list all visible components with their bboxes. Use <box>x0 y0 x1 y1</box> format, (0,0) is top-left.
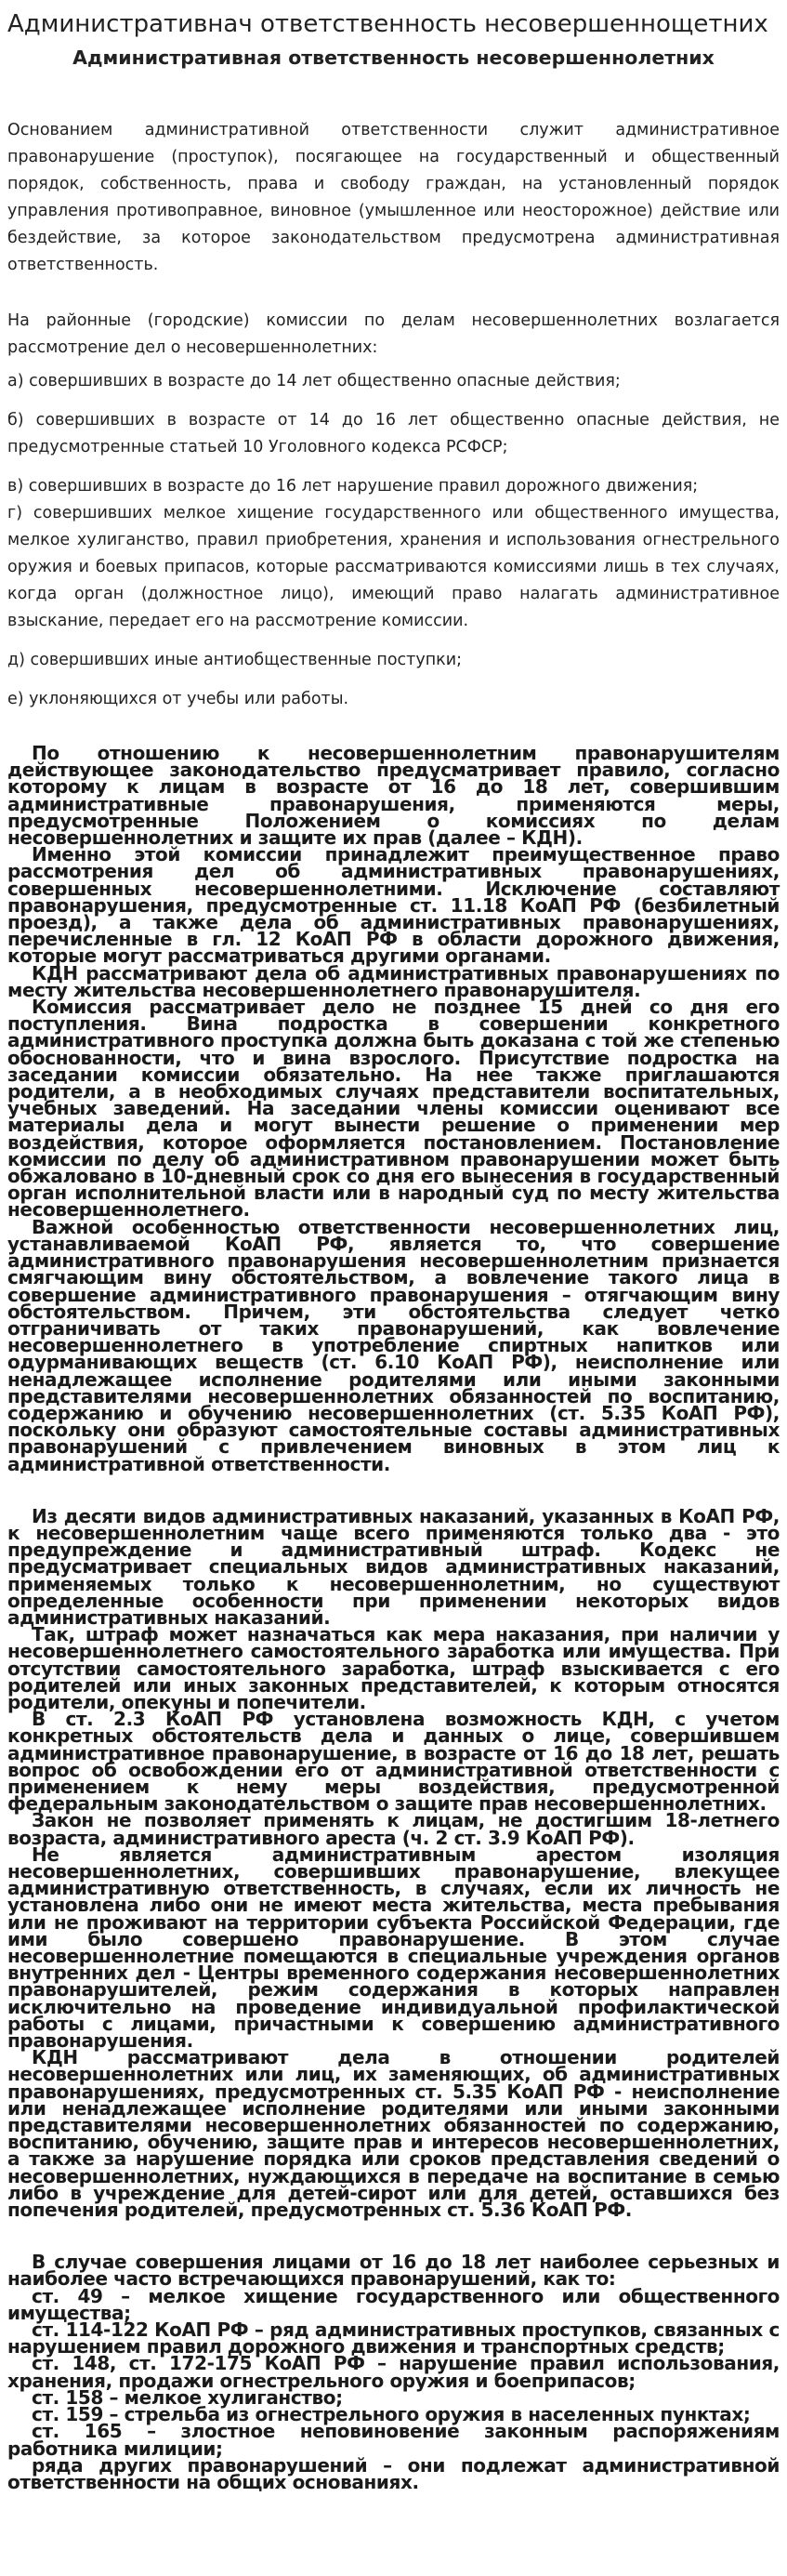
section-paragraph: Важной особенностью ответственности несовершеннолетних лиц, устанавливаемой КоАП РФ, является то, что совершение административного правонарушения несовершеннолетним признается смягчающим вину обстоятельством, а вовлечение такого лица в совершение административного правонарушения – отягчающим вину обстоятельством. Причем, эти обстоятельства следует четко отграничивать от таких правонарушений, как вовлечение несовершеннолетнего в употребление спиртных напитков или одурманивающих веществ (ст. 6.10 КоАП РФ), неисполнение или ненадлежащее исполнение родителями или иными законными представителями несовершеннолетних обязанностей по воспитанию, содержанию и обучению несовершеннолетних (ст. 5.35 КоАП РФ), поскольку они образуют самостоятельные составы административных правонарушений с привлечением виновных в этом лиц к административной ответственности. <box>7 1215 780 1475</box>
section-paragraph: Из десяти видов административных наказаний, указанных в КоАП РФ, к несовершеннолетним чаще всего применяются только два - это предупреждение и административный штраф. Кодекс не предусматривает специальных видов административных наказаний, применяемых только к несовершеннолетним, но существуют определенные особенности при применении некоторых видов административных наказаний. <box>7 1504 780 1629</box>
list-item: в) совершивших в возрасте до 16 лет нарушение правил дорожного движения; <box>7 477 699 495</box>
offense-item: ст. 114-122 КоАП РФ – ряд административных проступков, связанных с нарушением правил дорожного движения и транспортных средств; <box>7 2318 780 2358</box>
section-penalties <box>7 1504 780 2222</box>
offense-item: ст. 49 – мелкое хищение государственного или общественного имущества; <box>7 2284 780 2324</box>
section-paragraph: Комиссия рассматривает дело не позднее 15 дней со дня его поступления. Вина подростка в совершении конкретного административного проступка должна быть доказана с той же степенью обоснованности, что и вина взрослого. Присутствие подростка на заседании комиссии обязательно. На нее также приглашаются родители, а в необходимых случаях представители воспитательных, учебных заведений. На заседании члены комиссии оценивают все материалы дела и могут вынести решение о применении мер воздействия, которое оформляется постановлением. Постановление комиссии по делу об административном правонарушении может быть обжаловано в 10-дневный срок со дня его вынесения в государственный орган исполнительной власти или в народный суд по месту жительства несовершеннолетнего. <box>7 996 780 1222</box>
offense-item: ст. 165 – злостное неповиновение законным распоряжениям работника милиции; <box>7 2420 780 2460</box>
page-title: Административнач ответственность несовершеннощетних <box>7 10 768 38</box>
list-item: б) совершивших в возрасте от 14 до 16 лет общественно опасные действия, не предусмотренные статьей 10 Уголовного кодекса РСФСР; <box>7 411 780 456</box>
offense-item: ст. 148, ст. 172-175 КоАП РФ – нарушение правил использования, хранения, продажи огнестрельного оружия и боеприпасов; <box>7 2352 780 2392</box>
offense-item: ст. 158 – мелкое хулиганство; <box>32 2385 343 2409</box>
offense-item: ст. 159 – стрельба из огнестрельного оружия в населенных пунктах; <box>32 2403 751 2426</box>
list-item: а) совершивших в возрасте до 14 лет общественно опасные действия; <box>7 372 621 390</box>
list-item: г) совершивших мелкое хищение государственного или общественного имущества, мелкое хулиганство, правил приобретения, хранения и использования огнестрельного оружия и боевых припасов, которые рассматриваются комиссиями лишь в тех случаях, когда орган (должностное лицо), имеющий право налагать административное взыскание, передает его на рассмотрение комиссии. <box>7 504 780 630</box>
section-paragraph: КДН рассматривают дела об административных правонарушениях по месту жительства несовершеннолетнего правонарушителя. <box>7 961 780 1001</box>
section-minors-procedure <box>7 742 780 1475</box>
section-paragraph: В ст. 2.3 КоАП РФ установлена возможность КДН, с учетом конкретных обстоятельств дела и данных о лице, совершившем административное правонарушение, в возрасте от 16 до 18 лет, решать вопрос об освобождении его от административной ответственности с применением к нему меры воздействия, предусмотренной федеральным законодательством о защите прав несовершеннолетних. <box>7 1708 780 1816</box>
section-paragraph: По отношению к несовершеннолетним правонарушителям действующее законодательство предусматривает правило, согласно которому к лицам в возрасте от 16 до 18 лет, совершившим административные правонарушения, применяются меры, предусмотренные Положением о комиссиях по делам несовершеннолетних и защите их прав (далее – КДН). <box>7 742 780 850</box>
section-paragraph: Так, штраф может назначаться как мера наказания, при наличии у несовершеннолетнего самостоятельного заработка или имущества. При отсутствии самостоятельного заработка, штраф взыскивается с его родителей или иных законных представителей, к которым относятся родители, опекуны и попечители. <box>7 1623 780 1713</box>
section-paragraph: Именно этой комиссии принадлежит преимущественное право рассмотрения дел об административных правонарушениях, совершенных несовершеннолетними. Исключение составляют правонарушения, предусмотренные ст. 11.18 КоАП РФ (безбилетный проезд), а также дела об административных правонарушениях, перечисленные в гл. 12 КоАП РФ в области дорожного движения, которые могут рассматриваться другими органами. <box>7 843 780 968</box>
section-paragraph: Закон не позволяет применять к лицам, не достигшим 18-летнего возраста, административного ареста (ч. 2 ст. 3.9 КоАП РФ). <box>7 1809 780 1849</box>
intro-paragraph: На районные (городские) комиссии по делам несовершеннолетних возлагается рассмотрение дел о несовершеннолетних: <box>7 311 780 357</box>
section-serious-offenses <box>7 2251 780 2493</box>
list-item: д) совершивших иные антиобщественные поступки; <box>7 651 462 669</box>
offense-item: ряда других правонарушений – они подлежат административной ответственности на общих основаниях. <box>7 2453 780 2493</box>
section-paragraph: В случае совершения лицами от 16 до 18 лет наиболее серьезных и наиболее часто встречающихся правонарушений, как то: <box>7 2251 780 2291</box>
intro-paragraph: Основанием административной ответственности служит административное правонарушение (проступок), посягающее на государственный и общественный порядок, собственность, права и свободу граждан, на установленный порядок управления противоправное, виновное (умышленное или неосторожное) действие или бездействие, за которое законодательством предусмотрена административная ответственность. <box>7 121 780 274</box>
section-paragraph: Не является административным арестом изоляция несовершеннолетних, совершивших правонарушение, влекущее административную ответственность, в случаях, если их личность не установлена либо они не имеют места жительства, места пребывания или не проживают на территории субъекта Российской Федерации, где ими было совершено правонарушение. В этом случае несовершеннолетние помещаются в специальные учреждения органов внутренних дел - Центры временного содержания несовершеннолетних правонарушителей, режим содержания в которых направлен исключительно на проведение индивидуальной профилактической работы с лицами, причастными к совершению административного правонарушения. <box>7 1843 780 2053</box>
section-paragraph: КДН рассматривают дела в отношении родителей несовершеннолетних или лиц, их заменяющих, об административных правонарушениях, предусмотренных ст. 5.35 КоАП РФ - неисполнение или ненадлежащее исполнение родителями или иными законными представителями несовершеннолетних обязанностей по содержанию, воспитанию, обучению, защите прав и интересов несовершеннолетних, а также за нарушение порядка или сроков представления сведений о несовершеннолетних, нуждающихся в передаче на воспитание в семью либо в учреждение для детей-сирот или для детей, оставшихся без попечения родителей, предусмотренных ст. 5.36 КоАП РФ. <box>7 2046 780 2222</box>
document-title: Административная ответственность несовершеннолетних <box>72 46 715 69</box>
list-item: е) уклоняющихся от учебы или работы. <box>7 690 349 708</box>
